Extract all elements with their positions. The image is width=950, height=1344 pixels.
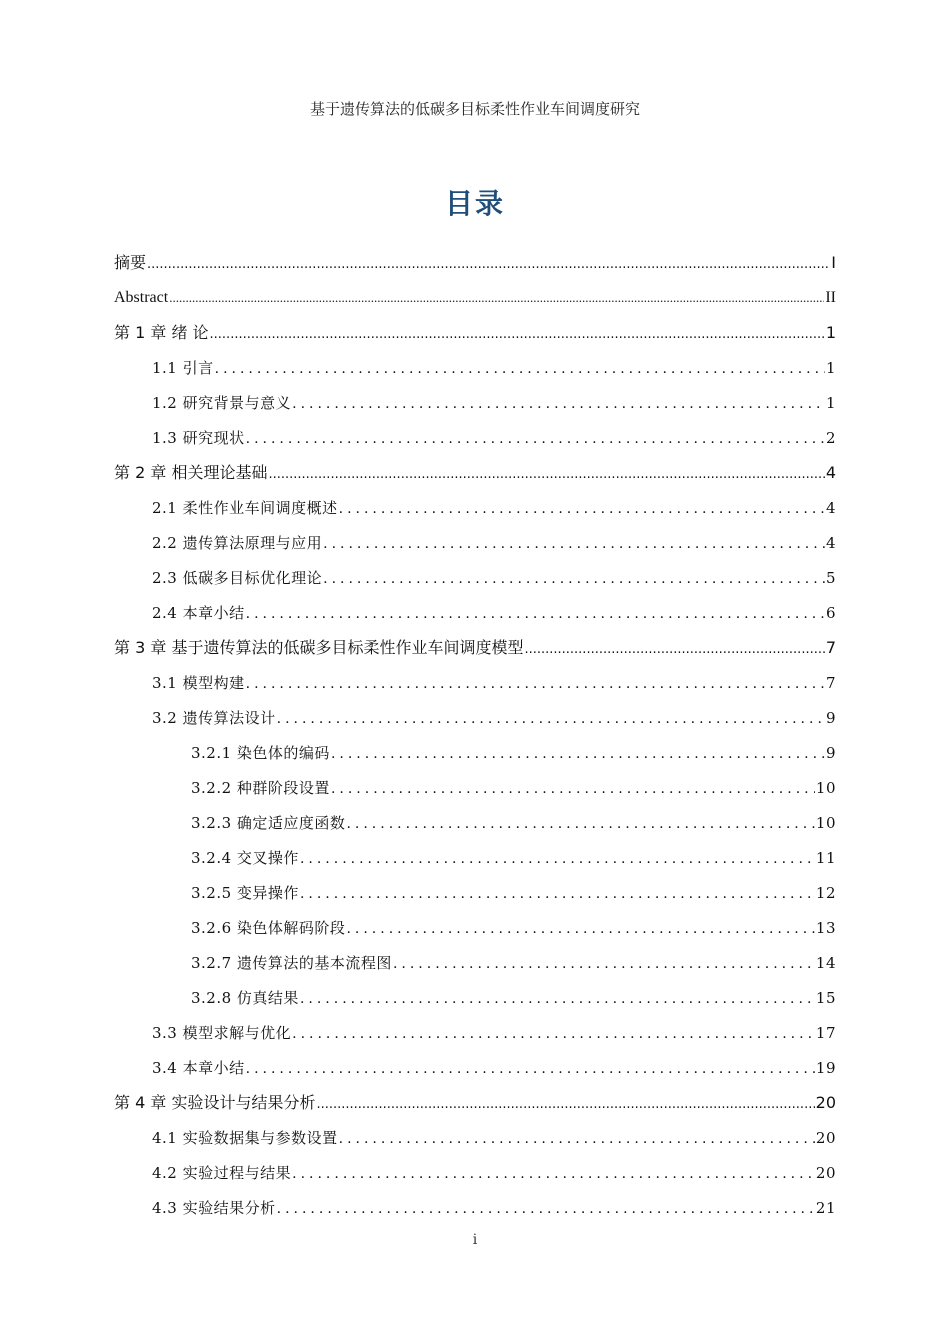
toc-title: 目录 — [444, 187, 505, 220]
toc-dot-leader — [292, 1020, 815, 1047]
toc-entry-page: 12 — [815, 884, 836, 902]
toc-entry-label: 2.2 遗传算法原理与应用 — [152, 534, 323, 552]
toc-entry[interactable] — [114, 740, 836, 775]
toc-dot-leader — [215, 355, 825, 382]
toc-entry-label: 4.1 实验数据集与参数设置 — [152, 1129, 338, 1147]
toc-entry-label: 3.2.5 变异操作 — [191, 884, 299, 902]
toc-dot-leader — [323, 530, 825, 557]
toc-entry-label: 3.4 本章小结 — [152, 1059, 245, 1077]
toc-dot-leader — [246, 600, 825, 627]
toc-entry-page: 20 — [815, 1093, 836, 1112]
toc-dot-leader — [300, 845, 815, 872]
toc-dot-leader — [246, 425, 825, 452]
toc-entry-page: 4 — [825, 534, 836, 552]
toc-dot-leader — [277, 705, 825, 732]
toc-entry[interactable] — [114, 530, 836, 565]
toc-entry-label: 3.2.6 染色体解码阶段 — [191, 919, 346, 937]
toc-entry[interactable] — [114, 705, 836, 740]
toc-entry-label: 1.2 研究背景与意义 — [152, 394, 292, 412]
toc-entry[interactable] — [114, 950, 836, 985]
toc-dot-leader — [169, 285, 824, 311]
toc-entry[interactable] — [114, 635, 836, 670]
toc-entry-label: 3.2.7 遗传算法的基本流程图 — [191, 954, 392, 972]
toc-entry[interactable] — [114, 915, 836, 950]
toc-entry-page: 15 — [815, 989, 836, 1007]
toc-dot-leader — [147, 250, 830, 278]
toc-entry-page: 14 — [815, 954, 836, 972]
toc-entry-page: 13 — [815, 919, 836, 937]
toc-dot-leader — [268, 460, 824, 488]
toc-entry[interactable] — [114, 880, 836, 915]
toc-dot-leader — [331, 740, 825, 767]
toc-entry[interactable] — [114, 600, 836, 635]
toc-entry-label: 第 3 章 基于遗传算法的低碳多目标柔性作业车间调度模型 — [114, 638, 524, 657]
toc-entry-label: 第 4 章 实验设计与结果分析 — [114, 1093, 316, 1112]
toc-entry[interactable] — [114, 1195, 836, 1230]
toc-entry-label: Abstract — [114, 289, 169, 306]
toc-entry-label: 1.1 引言 — [152, 359, 214, 377]
toc-entry-label: 3.2.4 交叉操作 — [191, 849, 299, 867]
toc-dot-leader — [323, 565, 825, 592]
toc-dot-leader — [292, 1160, 815, 1187]
toc-entry-label: 2.3 低碳多目标优化理论 — [152, 569, 323, 587]
toc-entry[interactable] — [114, 250, 836, 285]
toc-dot-leader — [393, 950, 815, 977]
toc-entry[interactable] — [114, 1125, 836, 1160]
toc-entry-label: 4.2 实验过程与结果 — [152, 1164, 292, 1182]
toc-entry-label: 3.2.2 种群阶段设置 — [191, 779, 330, 797]
toc-entry[interactable] — [114, 285, 836, 320]
toc-entry[interactable] — [114, 1160, 836, 1195]
toc-entry-page: 1 — [825, 394, 836, 412]
table-of-contents — [114, 250, 836, 1230]
toc-dot-leader — [316, 1090, 814, 1118]
toc-entry-label: 第 2 章 相关理论基础 — [114, 463, 268, 482]
toc-dot-leader — [331, 775, 815, 802]
toc-entry[interactable] — [114, 810, 836, 845]
toc-entry-label: 1.3 研究现状 — [152, 429, 245, 447]
toc-entry-page: 9 — [825, 744, 836, 762]
toc-dot-leader — [339, 495, 825, 522]
toc-dot-leader — [292, 390, 825, 417]
toc-dot-leader — [300, 880, 815, 907]
toc-dot-leader — [300, 985, 815, 1012]
toc-entry-page: 20 — [815, 1129, 836, 1147]
toc-entry-page: 5 — [825, 569, 836, 587]
page-number: i — [472, 1232, 478, 1248]
toc-dot-leader — [277, 1195, 815, 1222]
toc-entry-label: 摘要 — [114, 253, 147, 272]
toc-entry-label: 3.2.3 确定适应度函数 — [191, 814, 346, 832]
toc-entry-page: I — [831, 253, 836, 272]
toc-dot-leader — [339, 1125, 815, 1152]
toc-entry-page: 10 — [815, 814, 836, 832]
toc-entry[interactable] — [114, 460, 836, 495]
toc-dot-leader — [210, 320, 825, 348]
toc-entry-label: 2.4 本章小结 — [152, 604, 245, 622]
toc-entry-label: 3.2.1 染色体的编码 — [191, 744, 330, 762]
toc-entry[interactable] — [114, 845, 836, 880]
toc-entry-page: 2 — [825, 429, 836, 447]
toc-entry[interactable] — [114, 425, 836, 460]
toc-entry[interactable] — [114, 390, 836, 425]
toc-entry[interactable] — [114, 320, 836, 355]
toc-entry-label: 4.3 实验结果分析 — [152, 1199, 276, 1217]
toc-entry-page: 4 — [825, 463, 836, 482]
toc-dot-leader — [246, 1055, 815, 1082]
toc-entry[interactable] — [114, 670, 836, 705]
toc-entry-page: 21 — [815, 1199, 836, 1217]
toc-dot-leader — [246, 670, 825, 697]
toc-entry-page: 10 — [815, 779, 836, 797]
toc-entry-label: 2.1 柔性作业车间调度概述 — [152, 499, 338, 517]
toc-entry-page: 1 — [825, 323, 836, 342]
toc-entry[interactable] — [114, 775, 836, 810]
toc-entry-page: II — [825, 289, 836, 306]
toc-entry[interactable] — [114, 1055, 836, 1090]
toc-entry-page: 9 — [825, 709, 836, 727]
toc-dot-leader — [524, 635, 824, 663]
toc-entry-label: 3.2.8 仿真结果 — [191, 989, 299, 1007]
toc-entry[interactable] — [114, 1020, 836, 1055]
toc-entry[interactable] — [114, 355, 836, 390]
toc-dot-leader — [346, 915, 814, 942]
toc-entry-label: 第 1 章 绪 论 — [114, 323, 209, 342]
toc-entry-page: 1 — [825, 359, 836, 377]
toc-entry-page: 6 — [825, 604, 836, 622]
toc-dot-leader — [346, 810, 814, 837]
toc-entry-page: 7 — [825, 638, 836, 657]
toc-entry-page: 20 — [815, 1164, 836, 1182]
toc-entry-page: 7 — [825, 674, 836, 692]
running-header: 基于遗传算法的低碳多目标柔性作业车间调度研究 — [309, 100, 640, 118]
toc-entry-page: 17 — [815, 1024, 836, 1042]
toc-entry[interactable] — [114, 1090, 836, 1125]
toc-entry[interactable] — [114, 565, 836, 600]
toc-entry-page: 11 — [815, 849, 836, 867]
toc-entry-label: 3.2 遗传算法设计 — [152, 709, 276, 727]
toc-entry-label: 3.1 模型构建 — [152, 674, 245, 692]
toc-entry[interactable] — [114, 495, 836, 530]
toc-entry-label: 3.3 模型求解与优化 — [152, 1024, 292, 1042]
toc-entry-page: 4 — [825, 499, 836, 517]
toc-entry-page: 19 — [815, 1059, 836, 1077]
toc-entry[interactable] — [114, 985, 836, 1020]
